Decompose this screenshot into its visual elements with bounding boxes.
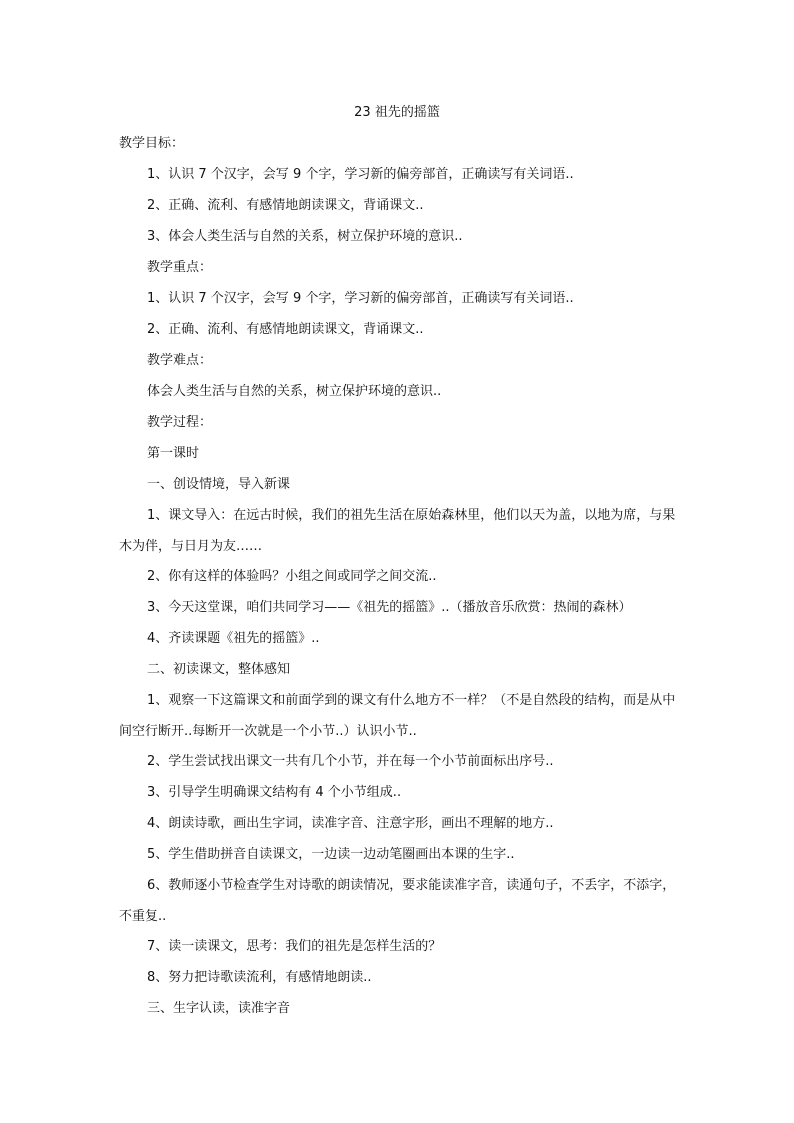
paragraph: 7、读一读课文，思考：我们的祖先是怎样生活的？ xyxy=(147,939,442,954)
paragraph: 3、今天这堂课，咱们共同学习——《祖先的摇篮》..（播放音乐欣赏：热闹的森林） xyxy=(147,600,632,615)
paragraph: 3、引导学生明确课文结构有 4 个小节组成.. xyxy=(147,785,402,800)
document-body xyxy=(119,134,681,1030)
paragraph: 2、学生尝试找出课文一共有几个小节，并在每一个小节前面标出序号.. xyxy=(147,754,554,769)
paragraph: 1、课文导入：在远古时候，我们的祖先生活在原始森林里，他们以天为盖，以地为席，与果木为伴，与日月为友…… xyxy=(119,508,676,554)
paragraph: 体会人类生活与自然的关系，树立保护环境的意识.. xyxy=(147,384,442,399)
section-heading: 一、创设情境，导入新课 xyxy=(147,477,291,492)
document-title: 23 祖先的摇篮 xyxy=(354,105,440,120)
paragraph: 4、朗读诗歌，画出生字词，读准字音、注意字形，画出不理解的地方.. xyxy=(147,816,554,831)
paragraph: 2、正确、流利、有感情地朗读课文，背诵课文.. xyxy=(147,198,424,213)
paragraph: 6、教师逐小节检查学生对诗歌的朗读情况，要求能读准字音，读通句子，不丢字，不添字，不重复.. xyxy=(119,878,676,924)
section-heading: 二、初读课文，整体感知 xyxy=(147,662,291,677)
paragraph: 2、你有这样的体验吗？小组之间或同学之间交流.. xyxy=(147,569,437,584)
paragraph: 5、学生借助拼音自读课文，一边读一边动笔圈画出本课的生字.. xyxy=(147,847,515,862)
paragraph: 3、体会人类生活与自然的关系，树立保护环境的意识.. xyxy=(147,229,463,244)
section-heading: 教学重点： xyxy=(147,260,213,275)
paragraph: 教学目标： xyxy=(119,136,185,151)
section-heading: 第一课时 xyxy=(147,446,200,461)
paragraph: 2、正确、流利、有感情地朗读课文，背诵课文.. xyxy=(147,322,424,337)
paragraph: 1、认识 7 个汉字，会写 9 个字，学习新的偏旁部首，正确读写有关词语.. xyxy=(147,167,574,182)
paragraph: 8、努力把诗歌读流利，有感情地朗读.. xyxy=(147,970,372,985)
paragraph: 1、观察一下这篇课文和前面学到的课文有什么地方不一样？（不是自然段的结构，而是从中间空行断开..每断开一次就是一个小节..）认识小节.. xyxy=(119,693,676,739)
section-heading: 教学过程： xyxy=(147,415,213,430)
section-heading: 三、生字认读，读准字音 xyxy=(147,1001,291,1016)
section-heading: 教学难点： xyxy=(147,353,213,368)
paragraph: 4、齐读课题《祖先的摇篮》.. xyxy=(147,631,320,646)
paragraph: 1、认识 7 个汉字，会写 9 个字，学习新的偏旁部首，正确读写有关词语.. xyxy=(147,291,574,306)
